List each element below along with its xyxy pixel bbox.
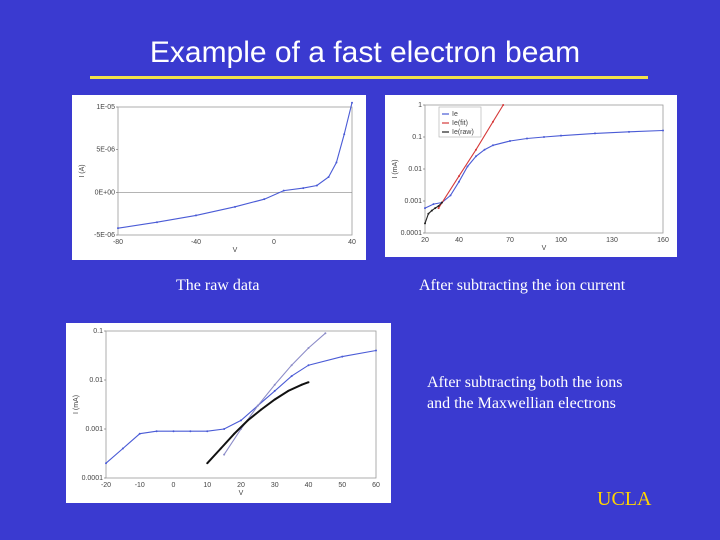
y-tick-label: 0.001	[85, 426, 103, 433]
data-point	[105, 462, 107, 464]
data-point	[173, 430, 175, 432]
data-point	[316, 185, 318, 187]
data-point	[502, 104, 504, 106]
y-tick-label: 0.0001	[81, 475, 103, 482]
both-subtracted-chart-panel	[66, 323, 391, 503]
caption-ion-subtracted: After subtracting the ion current	[419, 277, 626, 294]
caption-both-subtracted: After subtracting both the ions and the Maxwellian electrons	[427, 374, 623, 412]
caption-raw-data: The raw data	[176, 277, 260, 294]
data-point	[189, 430, 191, 432]
data-point	[628, 131, 630, 133]
series-line-1	[224, 333, 325, 454]
data-point	[220, 447, 222, 449]
data-point	[156, 430, 158, 432]
data-point	[475, 155, 477, 157]
legend-entry: Ie(raw)	[452, 129, 474, 136]
data-point	[427, 213, 429, 215]
y-tick-label: 0.01	[408, 166, 422, 173]
plot-frame	[106, 331, 376, 478]
x-tick-label: 20	[421, 237, 429, 244]
data-point	[467, 165, 469, 167]
data-point	[223, 454, 225, 456]
data-point	[195, 214, 197, 216]
x-tick-label: 40	[455, 237, 463, 244]
series-line-ie	[425, 131, 663, 209]
data-point	[424, 222, 426, 224]
data-point	[240, 419, 242, 421]
x-tick-label: -10	[134, 482, 145, 489]
data-point	[375, 349, 377, 351]
data-point	[431, 210, 433, 212]
ucla-logo: UCLA	[597, 488, 652, 510]
y-tick-label: 0.1	[93, 328, 103, 335]
x-axis-label: V	[541, 245, 547, 252]
y-tick-label: 0.01	[89, 377, 103, 384]
data-point	[139, 433, 141, 435]
data-point	[458, 175, 460, 177]
data-point	[351, 102, 353, 104]
data-point	[543, 136, 545, 138]
data-point	[122, 447, 124, 449]
data-point	[328, 176, 330, 178]
data-point	[206, 462, 208, 464]
y-axis-label: I (mA)	[392, 159, 399, 179]
data-point	[223, 428, 225, 430]
data-point	[492, 121, 494, 123]
raw-data-chart	[72, 95, 366, 260]
data-point	[308, 381, 310, 383]
data-point	[438, 205, 440, 207]
data-point	[274, 384, 276, 386]
x-tick-label: 50	[338, 482, 347, 489]
x-tick-label: -80	[112, 239, 124, 246]
x-tick-label: -40	[190, 239, 202, 246]
series-line-0	[118, 103, 352, 229]
y-tick-label: 5E-06	[96, 146, 115, 154]
data-point	[484, 149, 486, 151]
y-tick-label: 0.1	[412, 134, 422, 141]
y-axis-label: I (mA)	[73, 394, 80, 415]
ion-subtracted-chart-panel	[385, 95, 677, 257]
data-point	[301, 384, 303, 386]
data-point	[434, 207, 436, 209]
x-tick-label: 160	[657, 237, 669, 244]
data-point	[450, 194, 452, 196]
data-point	[308, 364, 310, 366]
data-point	[247, 419, 249, 421]
x-tick-label: 0	[171, 482, 176, 489]
data-point	[206, 430, 208, 432]
data-point	[335, 161, 337, 163]
data-point	[662, 129, 664, 131]
y-tick-label: -5E-06	[93, 232, 115, 239]
data-point	[433, 203, 435, 205]
y-tick-label: 1E-05	[96, 104, 115, 111]
data-point	[324, 332, 326, 334]
series-line-2	[207, 382, 308, 463]
data-point	[291, 364, 293, 366]
data-point	[343, 133, 345, 135]
data-point	[291, 375, 293, 377]
ion-subtracted-chart	[385, 95, 677, 257]
x-tick-label: 30	[270, 482, 279, 489]
x-axis-label: V	[238, 490, 244, 497]
data-point	[233, 433, 235, 435]
both-subtracted-chart	[66, 323, 391, 503]
x-tick-label: 40	[304, 482, 313, 489]
data-point	[257, 405, 259, 407]
data-point	[263, 198, 265, 200]
x-tick-label: 60	[372, 482, 380, 489]
x-tick-label: 20	[237, 482, 245, 489]
x-tick-label: 70	[506, 237, 514, 244]
data-point	[234, 206, 236, 208]
raw-data-chart-panel	[72, 95, 366, 260]
x-tick-label: 40	[348, 239, 356, 246]
legend-entry: Ie	[452, 111, 458, 118]
data-point	[526, 137, 528, 139]
data-point	[117, 227, 119, 229]
x-tick-label: -20	[100, 482, 112, 489]
y-axis-label: I (A)	[79, 164, 86, 178]
data-point	[458, 181, 460, 183]
y-tick-label: 1	[418, 102, 422, 109]
title-underline	[90, 76, 648, 79]
x-tick-label: 10	[203, 482, 212, 489]
data-point	[274, 398, 276, 400]
data-point	[302, 187, 304, 189]
data-point	[341, 356, 343, 358]
data-point	[283, 190, 285, 192]
data-point	[560, 135, 562, 137]
legend-entry: Ie(fit)	[452, 120, 468, 127]
data-point	[475, 149, 477, 151]
y-tick-label: 0E+00	[94, 189, 115, 197]
data-point	[156, 221, 158, 223]
y-tick-label: 0.001	[404, 198, 422, 205]
x-axis-label: V	[232, 247, 238, 254]
data-point	[492, 144, 494, 146]
data-point	[424, 207, 426, 209]
data-point	[260, 409, 262, 411]
data-point	[287, 390, 289, 392]
data-point	[594, 132, 596, 134]
x-tick-label: 130	[606, 237, 618, 244]
data-point	[274, 390, 276, 392]
series-line-0	[106, 351, 376, 464]
y-tick-label: 0.0001	[400, 230, 422, 237]
slide-title: Example of a fast electron beam	[149, 36, 581, 69]
plot-frame	[118, 107, 352, 235]
data-point	[438, 207, 440, 209]
x-tick-label: 0	[272, 239, 276, 246]
x-tick-label: 100	[555, 237, 567, 244]
data-point	[308, 347, 310, 349]
data-point	[441, 201, 443, 203]
data-point	[509, 140, 511, 142]
